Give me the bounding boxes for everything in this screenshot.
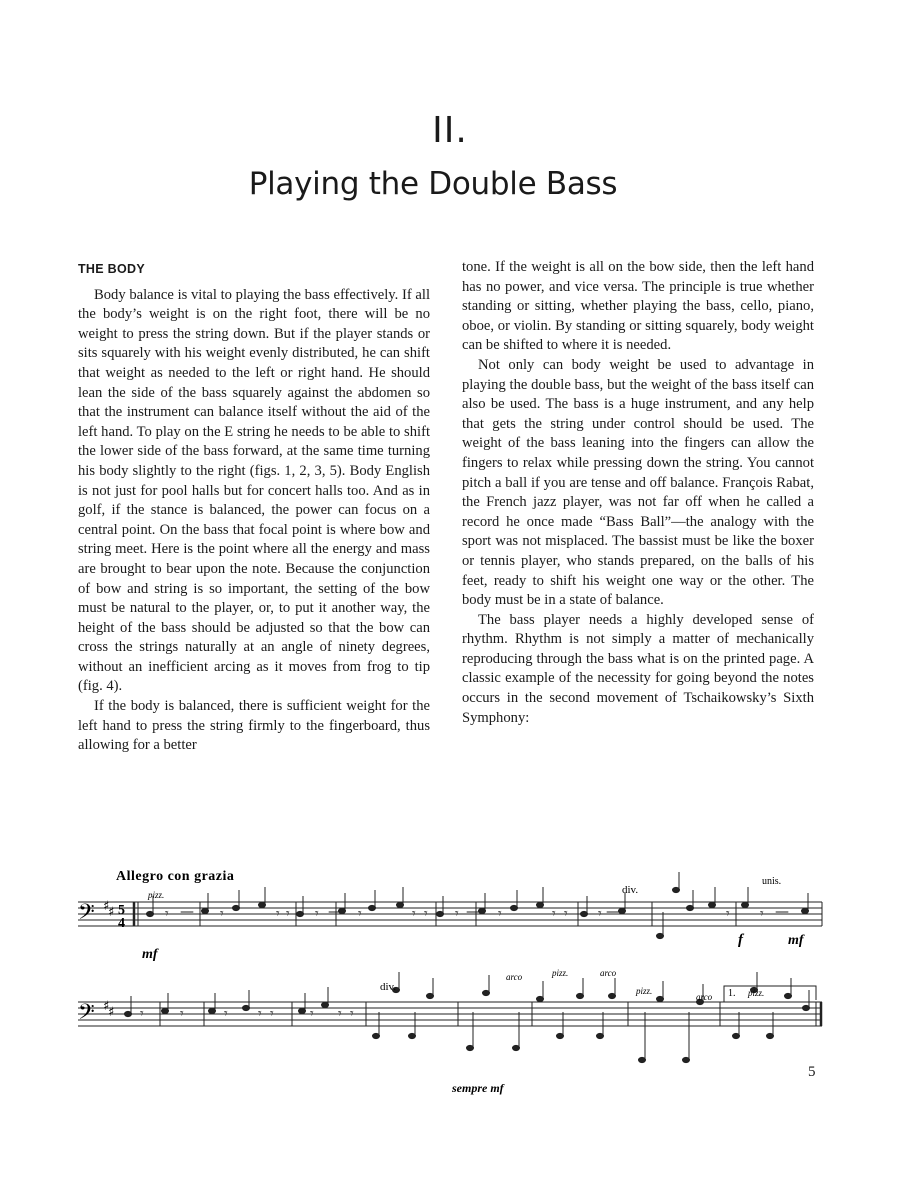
svg-text:—: — xyxy=(775,904,789,920)
key-signature: ♯ xyxy=(103,899,110,914)
arco-marking: arco xyxy=(600,968,617,978)
body-paragraph: Not only can body weight be used to advantage in playing the double bass, but the weight of the bass itself can also be used. The bass is a huge instrument, and any help that gets the string under control should be used. The weight of the bass leaning into the fingers can allow the fingers to relax while pressing down the string. You cannot pitch a ball if you are tense and off balance. François Rabat, the French jazz player, was not far off when he called a record he once made “Bass Ball”—the analogy with the sport was not misplaced. The bassist must be like the boxer or tennis player, who stands prepared, on the balls of his feet, ready to shift his weight one way or the other. The body must be in a state of balance. xyxy=(462,356,814,609)
key-signature: ♯ xyxy=(108,1005,115,1020)
first-ending-bracket xyxy=(724,986,816,1002)
pizz-marking: pizz. xyxy=(552,968,569,978)
chapter-title: Playing the Double Bass xyxy=(248,166,618,202)
unis-marking: unis. xyxy=(762,876,782,887)
svg-text:𝄾: 𝄾 xyxy=(564,906,568,922)
svg-text:—: — xyxy=(606,904,620,920)
svg-text:𝄾: 𝄾 xyxy=(286,906,290,922)
body-paragraph: Body balance is vital to playing the bass effectively. If all the body’s weight is on the right foot, there will be no weight to press the string down. But if the player stands or sits squarely with his weight evenly distributed, he can shift that weight as needed to the left or right hand. He should lean the side of the bass squarely against the abdomen so that the instrument can balance itself without the aid of the left hand. To play on the E string he needs to be able to shift the lower side of the bass forward, at the same time turning his body slightly to the right (figs. 1, 2, 3, 5). Body English is not just for pool halls but for concert halls too. And as in golf, if the stance is balanced, the power can focus on a central point. On the bass that focal point is where bow and string meet. Here is the point where all the energy and mass are brought to bear upon the note. Because the conjunction of bow and string is so important, the setting of the bow must be natural to the player, or, to put it another way, the height of the bass should be adjusted so that the bow can cross the strings naturally at an angle of ninety degrees, without an inefficient arcing as it moves from frog to tip (fig. 4). xyxy=(78,286,430,695)
right-column xyxy=(462,258,814,728)
svg-text:𝄾: 𝄾 xyxy=(338,1006,342,1022)
staff-2 xyxy=(78,1002,822,1026)
body-paragraph: If the body is balanced, there is sufficient weight for the left hand to press the string firmly to the fingerboard, thus allowing for a better xyxy=(78,698,430,754)
key-signature: ♯ xyxy=(108,905,115,920)
svg-text:𝄾: 𝄾 xyxy=(276,906,280,922)
svg-text:𝄾: 𝄾 xyxy=(258,1006,262,1022)
svg-text:𝄾: 𝄾 xyxy=(552,906,556,922)
left-column xyxy=(78,258,430,756)
svg-text:—: — xyxy=(180,904,194,920)
svg-text:𝄾: 𝄾 xyxy=(270,1006,274,1022)
key-signature: ♯ xyxy=(103,999,110,1014)
tempo-marking: Allegro con grazia xyxy=(116,869,235,884)
svg-text:𝄾: 𝄾 xyxy=(760,906,764,922)
svg-text:𝄾: 𝄾 xyxy=(726,906,730,922)
time-signature-bottom: 4 xyxy=(118,916,125,931)
clef-icon xyxy=(78,900,95,930)
svg-text:𝄾: 𝄾 xyxy=(165,906,169,922)
arco-marking: arco xyxy=(506,972,523,982)
svg-text:𝄾: 𝄾 xyxy=(220,906,224,922)
svg-text:𝄢: 𝄢 xyxy=(78,900,95,930)
pizz-marking: pizz. xyxy=(636,986,653,996)
body-paragraph-continued: tone. If the weight is all on the bow side, then the left hand has no power, and vice versa. The principle is true whether standing or sitting, whether playing the bass, cello, piano, oboe, or violin. By standing or sitting squarely, body weight can be shifted to where it is needed. xyxy=(462,259,814,354)
svg-text:𝄾: 𝄾 xyxy=(498,906,502,922)
svg-text:𝄾: 𝄾 xyxy=(180,1006,184,1022)
svg-text:𝄾: 𝄾 xyxy=(598,906,602,922)
dynamic-f: f xyxy=(738,932,743,948)
clef-icon xyxy=(78,1000,95,1030)
page-number: 5 xyxy=(808,1064,816,1080)
svg-text:𝄾: 𝄾 xyxy=(424,906,428,922)
dynamic-sempre-mf: sempre mf xyxy=(452,1081,504,1095)
pizz-marking: pizz. xyxy=(748,988,765,998)
svg-text:𝄾: 𝄾 xyxy=(412,906,416,922)
time-signature-top: 5 xyxy=(118,903,125,918)
svg-text:𝄾: 𝄾 xyxy=(358,906,362,922)
first-ending-number: 1. xyxy=(728,988,736,999)
svg-text:—: — xyxy=(328,904,342,920)
arco-marking: arco xyxy=(696,992,713,1002)
dynamic-mf: mf xyxy=(788,933,804,948)
dynamic-mf: mf xyxy=(142,947,158,962)
svg-text:𝄾: 𝄾 xyxy=(140,1006,144,1022)
svg-text:𝄾: 𝄾 xyxy=(315,906,319,922)
div-marking: div. xyxy=(622,884,639,896)
div-marking: div. xyxy=(380,981,397,993)
svg-text:𝄾: 𝄾 xyxy=(224,1006,228,1022)
chapter-number: II. xyxy=(432,110,468,151)
music-excerpt xyxy=(0,850,900,1110)
pizz-marking: pizz. xyxy=(148,890,165,900)
svg-text:𝄾: 𝄾 xyxy=(310,1006,314,1022)
svg-text:—: — xyxy=(466,904,480,920)
section-heading: THE BODY xyxy=(78,262,145,276)
body-paragraph: The bass player needs a highly developed sense of rhythm. Rhythm is not simply a matter of mechanically reproducing through the bass what is on the printed page. A classic example of the necessity for going beyond the notes occurs in the second movement of Tschaikowsky’s Sixth Symphony: xyxy=(462,611,814,726)
svg-text:𝄾: 𝄾 xyxy=(455,906,459,922)
svg-text:𝄾: 𝄾 xyxy=(350,1006,354,1022)
svg-text:𝄢: 𝄢 xyxy=(78,1000,95,1030)
